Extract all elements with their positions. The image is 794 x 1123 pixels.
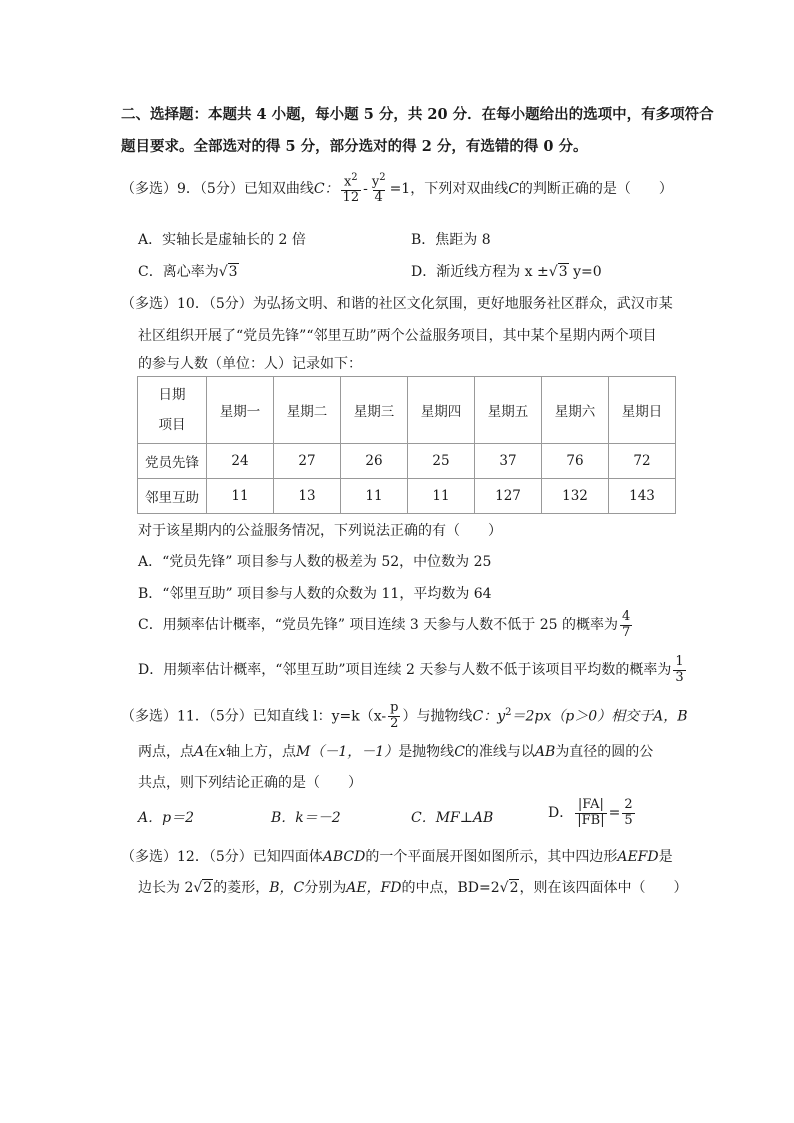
question-10-line2: 社区组织开展了“党员先锋”“邻里互助”两个公益服务项目，其中某个星期内两个项目 [138,328,657,344]
q10-option-d: D．用频率估计概率，“邻里互助”项目连续 2 天参与人数不低于该项目平均数的概率为 $\frac{1}{3}$ [138,653,684,685]
table-cell: 37 [475,444,542,479]
question-10-line3: 的参与人数（单位：人）记录如下： [138,356,362,372]
table-cell: 11 [408,479,475,514]
row-label: 党员先锋 [138,444,207,479]
table-cell: 25 [408,444,475,479]
question-11-line1: （多选）11．（5分）已知直线 l：y=k（x- $\frac{p}{2}$ ）与抛物线C：$y^2=2px(p>0)$相交于A，B [121,700,688,732]
question-12-line1: （多选）12．（5分）已知四面体ABCD的一个平面展开图如图所示，其中四边形AEFD是 [121,849,673,865]
table-row [138,479,676,514]
q9-option-c: C．离心率为√3 [138,264,238,280]
table-corner: 日期 项目 [138,377,207,444]
q9-option-a: A．实轴长是虚轴长的 2 倍 [138,232,306,248]
q11-option-c: C．MF⊥AB [411,810,494,826]
table-cell: 76 [542,444,609,479]
table-cell: 143 [609,479,676,514]
q10-option-c: C．用频率估计概率，“党员先锋” 项目连续 3 天参与人数不低于 25 的概率为 $\frac{4}{7}$ [138,608,631,640]
table-cell: 24 [207,444,274,479]
table-cell: 72 [609,444,676,479]
table-cell: 26 [341,444,408,479]
table-cell: 27 [274,444,341,479]
day-header: 星期六 [542,377,609,444]
question-10-line1: （多选）10．（5分）为弘扬文明、和谐的社区文化氛围，更好地服务社区群众，武汉市某 [121,296,673,312]
day-header: 星期一 [207,377,274,444]
table-cell: 127 [475,479,542,514]
table-cell: 132 [542,479,609,514]
q9-option-b: B．焦距为 8 [411,232,491,248]
q10-option-a: A．“党员先锋” 项目参与人数的极差为 52，中位数为 25 [138,554,492,570]
question-11-line2: 两点，点A在x轴上方，点M（－1，－1）是抛物线C的准线与以AB为直径的圆的公 [138,744,654,760]
question-11-line3: 共点，则下列结论正确的是（ ） [138,775,362,791]
q11-option-a: A．p＝2 [138,810,194,826]
q9-option-d: D．渐近线方程为 x ±√3 y=0 [411,264,602,280]
day-header: 星期三 [341,377,408,444]
table-cell: 11 [341,479,408,514]
day-header: 星期四 [408,377,475,444]
q11-option-b: B．k＝－2 [271,810,341,826]
question-9-stem: （多选）9．（5分）已知双曲线C： $\frac{x^2}{12}$ - $\frac{y^2}{4}$ =1，下列对双曲线C的判断正确的是（ ） [121,172,673,206]
q11-option-d: D． $\frac{|FA|}{|FB|}$ = $\frac{2}{5}$ [548,796,633,828]
day-header: 星期二 [274,377,341,444]
day-header: 星期日 [609,377,676,444]
section-heading-line2: 题目要求。全部选对的得 5 分，部分选对的得 2 分，有选错的得 0 分。 [121,138,588,155]
day-header: 星期五 [475,377,542,444]
row-label: 邻里互助 [138,479,207,514]
table-cell: 11 [207,479,274,514]
table-row [138,444,676,479]
question-12-line2: 边长为 2√2的菱形，B，C分别为AE，FD的中点，BD=2√2，则在该四面体中（ ） [138,880,688,896]
table-cell: 13 [274,479,341,514]
q10-option-b: B．“邻里互助” 项目参与人数的众数为 11，平均数为 64 [138,586,492,602]
participation-table [137,376,676,514]
q10-question: 对于该星期内的公益服务情况，下列说法正确的有（ ） [138,523,502,539]
section-heading-line1: 二、选择题：本题共 4 小题，每小题 5 分，共 20 分．在每小题给出的选项中，有多项符合 [121,106,714,123]
